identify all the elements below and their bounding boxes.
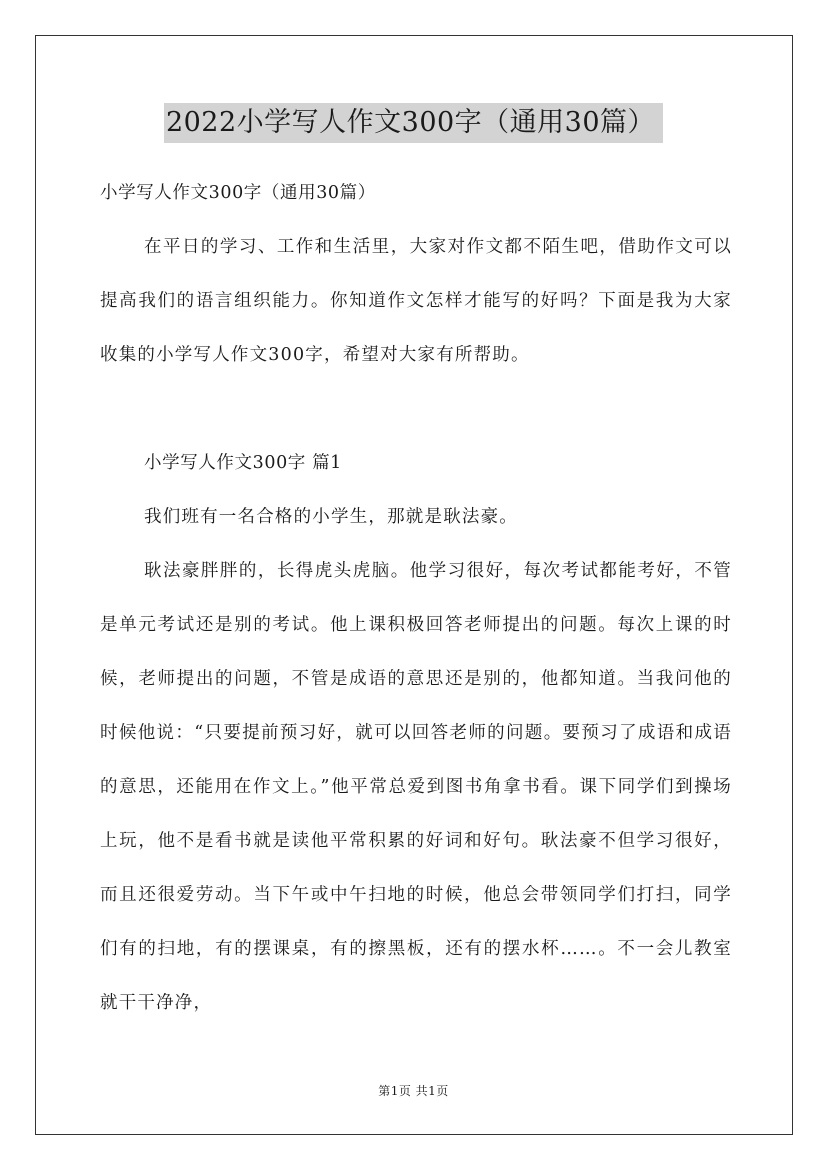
- section-heading: 小学写人作文300字 篇1: [144, 453, 342, 473]
- document-title: [0, 101, 827, 143]
- document-subtitle: 小学写人作文300字（通用30篇）: [100, 183, 376, 203]
- page-footer: 第1页 共1页: [378, 1084, 449, 1098]
- document-body: [100, 166, 732, 1030]
- document-title-text: 2022小学写人作文300字（通用30篇）: [164, 103, 663, 143]
- intro-paragraph: 在平日的学习、工作和生活里，大家对作文都不陌生吧，借助作文可以提高我们的语言组织能力。你知道作文怎样才能写的好吗？下面是我为大家收集的小学写人作文300字，希望对大家有所帮助。: [100, 237, 732, 365]
- body-paragraph-1: 我们班有一名合格的小学生，那就是耿法豪。: [144, 507, 518, 527]
- body-paragraph-2: 耿法豪胖胖的，长得虎头虎脑。他学习很好，每次考试都能考好，不管是单元考试还是别的考试。他上课积极回答老师提出的问题。每次上课的时候，老师提出的问题，不管是成语的意思还是别的，他都知道。当我问他的时候他说：“只要提前预习好，就可以回答老师的问题。要预习了成语和成语的意思，还能用在作文上。”他平常总爱到图书角拿书看。课下同学们到操场上玩，他不是看书就是读他平常积累的好词和好句。耿法豪不但学习很好，而且还很爱劳动。当下午或中午扫地的时候，他总会带领同学们打扫，同学们有的扫地，有的摆课桌，有的擦黑板，还有的摆水杯……。不一会儿教室就干干净净，: [100, 561, 732, 1013]
